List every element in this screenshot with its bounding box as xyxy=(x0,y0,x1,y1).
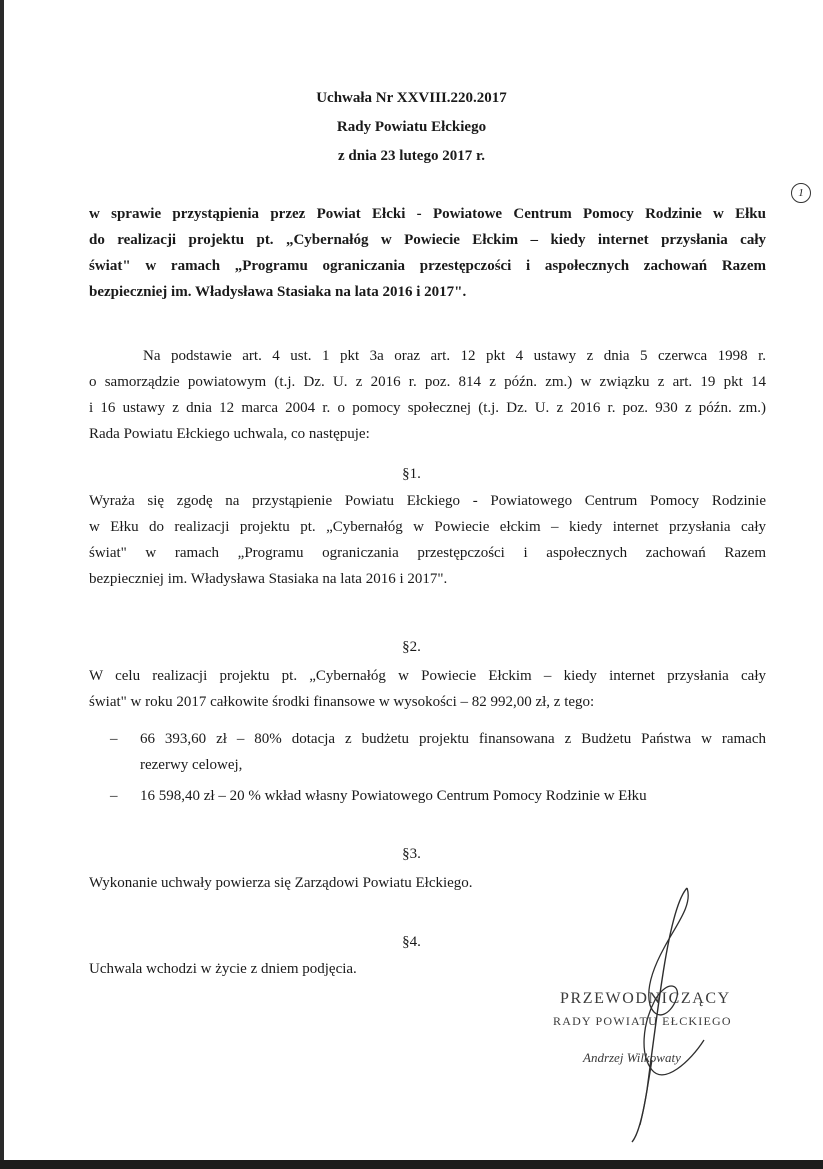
section-1-line: Wyraża się zgodę na przystąpienie Powiatu Ełckiego - Powiatowego Centrum Pomocy Rodzinie xyxy=(89,493,766,509)
section-2-line: świat" w roku 2017 całkowite środki finansowe w wysokości – 82 992,00 zł, z tego: xyxy=(89,694,595,710)
bullet-line: 66 393,60 zł – 80% dotacja z budżetu projektu finansowana z Budżetu Państwa w ramach xyxy=(140,731,766,747)
subject-line: bezpieczniej im. Władysława Stasiaka na lata 2016 i 2017". xyxy=(89,284,467,300)
bullet-line: rezerwy celowej, xyxy=(140,757,243,773)
scan-edge-left xyxy=(0,0,4,1169)
section-1-line: w Ełku do realizacji projektu pt. „Cybernałóg w Powiecie ełckim – kiedy internet przysłania cały xyxy=(89,519,766,535)
subject-line: świat" w ramach „Programu ograniczania przestępczości i aspołecznych zachowań Razem xyxy=(89,258,766,274)
section-1-body xyxy=(89,488,766,592)
section-4-body xyxy=(89,956,766,982)
resolution-date: z dnia 23 lutego 2017 r. xyxy=(338,148,485,164)
subject-line: do realizacji projektu pt. „Cybernałóg w Powiecie Ełckim – kiedy internet przysłania cały xyxy=(89,232,766,248)
basis-line: i 16 ustawy z dnia 12 marca 2004 r. o pomocy społecznej (t.j. Dz. U. z 2016 r. poz. 930 z późn. zm.) xyxy=(89,400,766,416)
section-2-title: §2. xyxy=(402,639,421,655)
page-number: 1 xyxy=(791,183,811,203)
basis-line: o samorządzie powiatowym (t.j. Dz. U. z 2016 r. poz. 814 z późn. zm.) w związku z art. 19 pkt 14 xyxy=(89,374,766,390)
section-1-title: §1. xyxy=(402,466,421,482)
subject-paragraph xyxy=(89,201,766,305)
section-2-body xyxy=(89,663,766,715)
section-1-line: bezpieczniej im. Władysława Stasiaka na lata 2016 i 2017". xyxy=(89,571,448,587)
basis-line: Na podstawie art. 4 ust. 1 pkt 3a oraz art. 12 pkt 4 ustawy z dnia 5 czerwca 1998 r. xyxy=(143,348,766,364)
legal-basis-paragraph xyxy=(89,343,766,447)
stamp-name: Andrzej Wilkowaty xyxy=(583,1050,681,1065)
scan-edge-bottom xyxy=(0,1160,823,1169)
resolution-number: Uchwała Nr XXVIII.220.2017 xyxy=(316,90,507,106)
stamp-council: RADY POWIATU EŁCKIEGO xyxy=(553,1014,732,1028)
section-1-line: świat" w ramach „Programu ograniczania przestępczości i aspołecznych zachowań Razem xyxy=(89,545,766,561)
section-3-line: Wykonanie uchwały powierza się Zarządowi Powiatu Ełckiego. xyxy=(89,875,473,891)
section-3-title: §3. xyxy=(402,846,421,862)
bullet-line: 16 598,40 zł – 20 % wkład własny Powiatowego Centrum Pomocy Rodzinie w Ełku xyxy=(140,788,647,804)
subject-line: w sprawie przystąpienia przez Powiat Ełcki - Powiatowe Centrum Pomocy Rodzinie w Ełku xyxy=(89,206,766,222)
bullet-dash: – xyxy=(110,731,118,747)
section-4-line: Uchwala wchodzi w życie z dniem podjęcia. xyxy=(89,961,357,977)
stamp-role: PRZEWODNICZĄCY xyxy=(560,990,731,1007)
section-3-body xyxy=(89,870,766,896)
bullet-dash: – xyxy=(110,788,118,804)
section-2-line: W celu realizacji projektu pt. „Cybernałóg w Powiecie Ełckim – kiedy internet przysłania cały xyxy=(89,668,766,684)
council-name: Rady Powiatu Ełckiego xyxy=(336,119,487,135)
bullet-text xyxy=(140,783,766,809)
section-4-title: §4. xyxy=(402,934,421,950)
bullet-text xyxy=(140,726,766,778)
basis-line: Rada Powiatu Ełckiego uchwala, co następuje: xyxy=(89,426,370,442)
